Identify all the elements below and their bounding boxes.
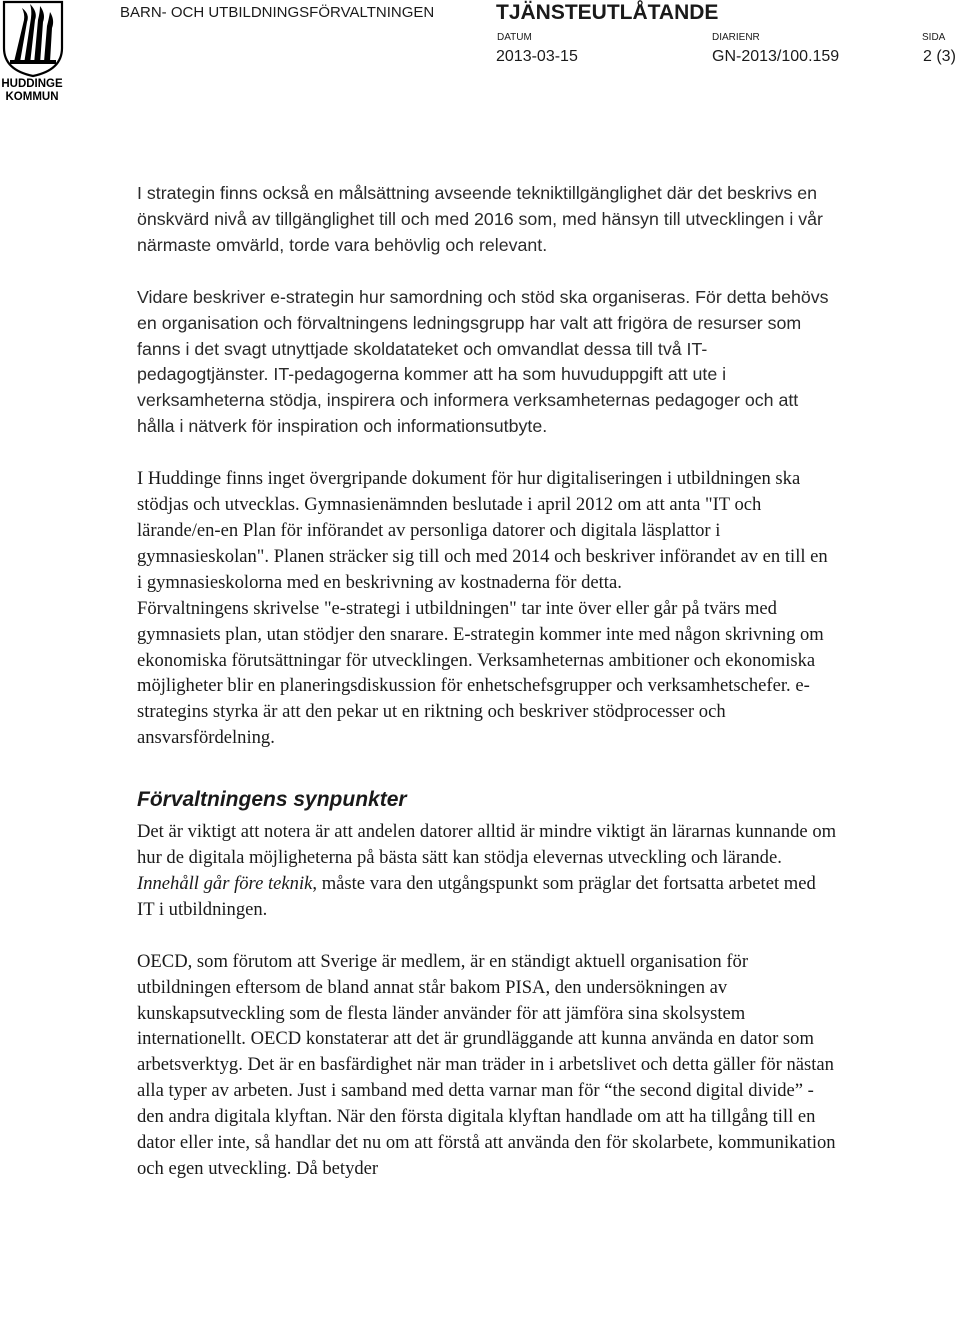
paragraph-text-end: , måste vara den utgångspunkt som präglar det fortsatta arbetet med IT i utbildningen. <box>137 872 816 920</box>
paragraph-content-before-tech <box>137 819 837 923</box>
coat-of-arms-icon <box>0 0 66 78</box>
organization-name: BARN- OCH UTBILDNINGSFÖRVALTNINGEN <box>120 4 435 21</box>
logo-line-1: HUDDINGE <box>1 78 63 90</box>
document-body <box>137 181 837 1182</box>
page-number: 2 (3) <box>923 48 956 65</box>
date-label: DATUM <box>497 32 532 43</box>
date-value: 2013-03-15 <box>496 48 578 65</box>
huddinge-logo <box>0 0 66 108</box>
paragraph-oecd: OECD, som förutom att Sverige är medlem, är en ständigt aktuell organisation för utbildningen eftersom de bland annat står bakom PISA, den undersökningen av kunskapsutveckling som de flesta länder använder för att jämföra sina skolsystem internationellt. OECD konstaterar att det är grundläggande att kunna använda en dator som arbetsverktyg. Det är en basfärdighet när man träder in i arbetslivet och detta gäller för nästan alla typer av arbeten. Just i samband med detta varnar man för “the second digital divide” - den andra digitala klyftan. När den första digitala klyftan handlade om att ha tillgång till en dator eller inte, så handlar det nu om att förstå att använda den för skolarbete, kommunikation och egen utveckling. Då betyder <box>137 950 836 1179</box>
reference-label: DIARIENR <box>712 32 760 43</box>
paragraph-tech-availability: I strategin finns också en målsättning avseende tekniktillgänglighet där det beskrivs en önskvärd nivå av tillgänglighet till och med 2016 som, med hänsyn till utvecklingen i vår närmaste omvärld, torde vara behövlig och relevant. <box>137 183 823 255</box>
paragraph-organisation: Vidare beskriver e-strategin hur samordning och stöd ska organiseras. För detta behövs en organisation och förvaltningens ledningsgrupp har valt att frigöra de resurser som fanns i det svagt utnyttjade skoldatateket och omvandlat dessa till två IT-pedagogtjänster. IT-pedagogerna kommer att ha som huvuduppgift att ute i verksamheterna stödja, inspirera och informera verksamheternas pedagoger och att hålla i nätverk för inspiration och informationsutbyte. <box>137 286 829 437</box>
logo-line-2: KOMMUN <box>5 91 59 103</box>
paragraph-huddinge-plan: I Huddinge finns inget övergripande dokument för hur digitaliseringen i utbildningen ska stödjas och utvecklas. Gymnasienämnden beslutade i april 2012 om att anta "IT och lärande/en-en Plan för införandet av personliga datorer och digitala läsplattor i gymnasieskolan". Planen sträcker sig till och med 2014 och beskriver införandet av en till en i gymnasieskolorna med en beskrivning av kostnaderna för detta. <box>137 468 828 593</box>
logo-wordmark <box>0 78 64 104</box>
document-type: TJÄNSTEUTLÅTANDE <box>496 1 719 24</box>
page-label: SIDA <box>922 32 946 43</box>
section-heading: Förvaltningens synpunkter <box>137 788 407 812</box>
emphasis-text: Innehåll går före teknik <box>137 872 313 894</box>
paragraph-e-strategy: Förvaltningens skrivelse "e-strategi i utbildningen" tar inte över eller går på tvärs med gymnasiets plan, utan stödjer den snarare. E-strategin kommer inte med någon skrivning om ekonomiska förutsättningar för utvecklingen. Verksamheternas ambitioner och ekonomiska möjligheter blir en planeringsdiskussion för enhetschefsgrupper och verksamhetschefer. e-strategins styrka är att den pekar ut en riktning och beskriver stödprocesser och ansvarsfördelning. <box>137 597 824 749</box>
paragraph-text: Det är viktigt att notera är att andelen datorer alltid är mindre viktigt än lärarnas kunnande om hur de digitala möjligheterna på bästa sätt kan stödja elevernas utveckling och lärande. <box>137 821 837 869</box>
reference-value: GN-2013/100.159 <box>712 48 840 65</box>
